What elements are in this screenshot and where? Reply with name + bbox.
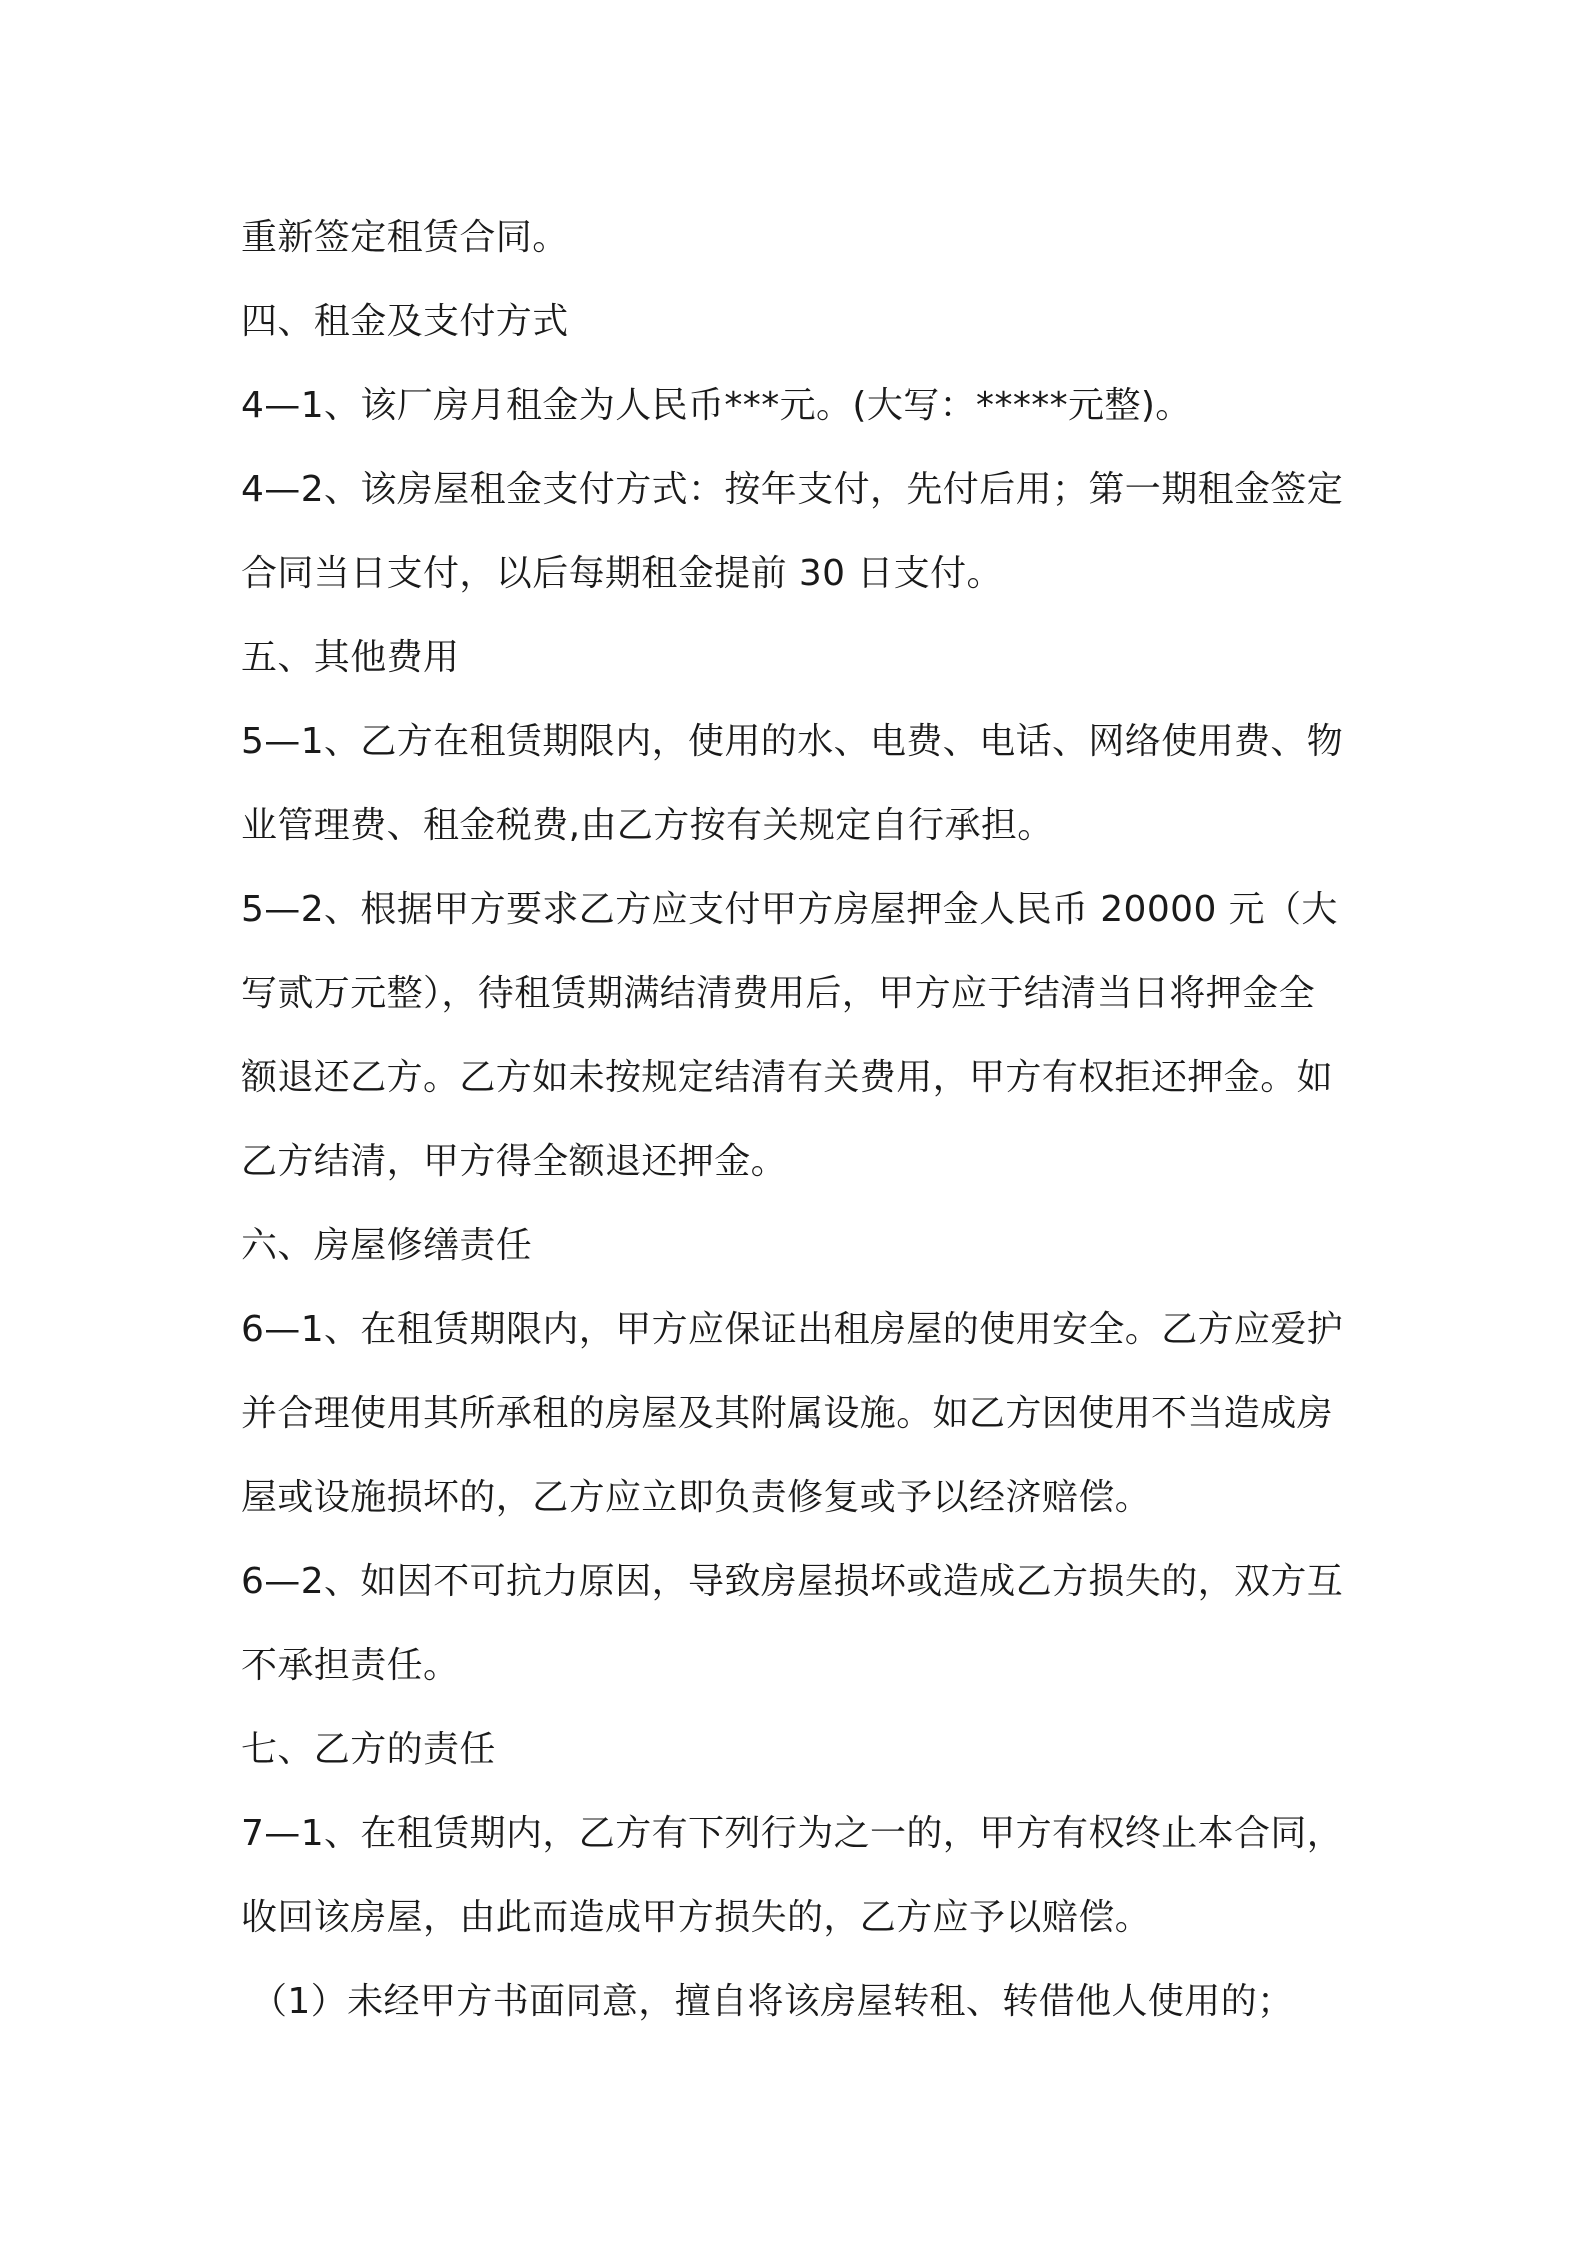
text-line: 并合理使用其所承租的房屋及其附属设施。如乙方因使用不当造成房 bbox=[241, 1393, 1334, 1434]
text-line: 乙方结清，甲方得全额退还押金。 bbox=[241, 1141, 788, 1182]
section-heading: 七、乙方的责任 bbox=[241, 1729, 496, 1770]
text-line: 收回该房屋，由此而造成甲方损失的，乙方应予以赔偿。 bbox=[241, 1897, 1152, 1938]
section-heading: 五、其他费用 bbox=[241, 637, 460, 678]
text-line: 6—1、在租赁期限内，甲方应保证出租房屋的使用安全。乙方应爱护 bbox=[241, 1309, 1344, 1350]
document-body bbox=[241, 196, 1356, 2044]
text-line: 5—1、乙方在租赁期限内，使用的水、电费、电话、网络使用费、物 bbox=[241, 721, 1344, 762]
text-line: 屋或设施损坏的，乙方应立即负责修复或予以经济赔偿。 bbox=[241, 1477, 1152, 1518]
text-line: 5—2、根据甲方要求乙方应支付甲方房屋押金人民币 20000 元（大 bbox=[241, 889, 1338, 930]
text-line: 业管理费、租金税费,由乙方按有关规定自行承担。 bbox=[241, 805, 1054, 846]
text-line: 4—2、该房屋租金支付方式：按年支付，先付后用；第一期租金签定 bbox=[241, 469, 1344, 510]
section-heading: 四、租金及支付方式 bbox=[241, 301, 569, 342]
text-line: 6—2、如因不可抗力原因，导致房屋损坏或造成乙方损失的，双方互 bbox=[241, 1561, 1344, 1602]
text-line: 重新签定租赁合同。 bbox=[241, 217, 569, 258]
text-line: 额退还乙方。乙方如未按规定结清有关费用，甲方有权拒还押金。如 bbox=[241, 1057, 1334, 1098]
text-line: 7—1、在租赁期内，乙方有下列行为之一的，甲方有权终止本合同， bbox=[241, 1813, 1344, 1854]
list-item: （1）未经甲方书面同意，擅自将该房屋转租、转借他人使用的； bbox=[251, 1981, 1294, 2022]
text-line: 不承担责任。 bbox=[241, 1645, 460, 1686]
text-line: 4—1、该厂房月租金为人民币***元。(大写：*****元整)。 bbox=[241, 385, 1192, 426]
section-heading: 六、房屋修缮责任 bbox=[241, 1225, 533, 1266]
text-line: 写贰万元整），待租赁期满结清费用后，甲方应于结清当日将押金全 bbox=[241, 973, 1316, 1014]
text-line: 合同当日支付，以后每期租金提前 30 日支付。 bbox=[241, 553, 1003, 594]
